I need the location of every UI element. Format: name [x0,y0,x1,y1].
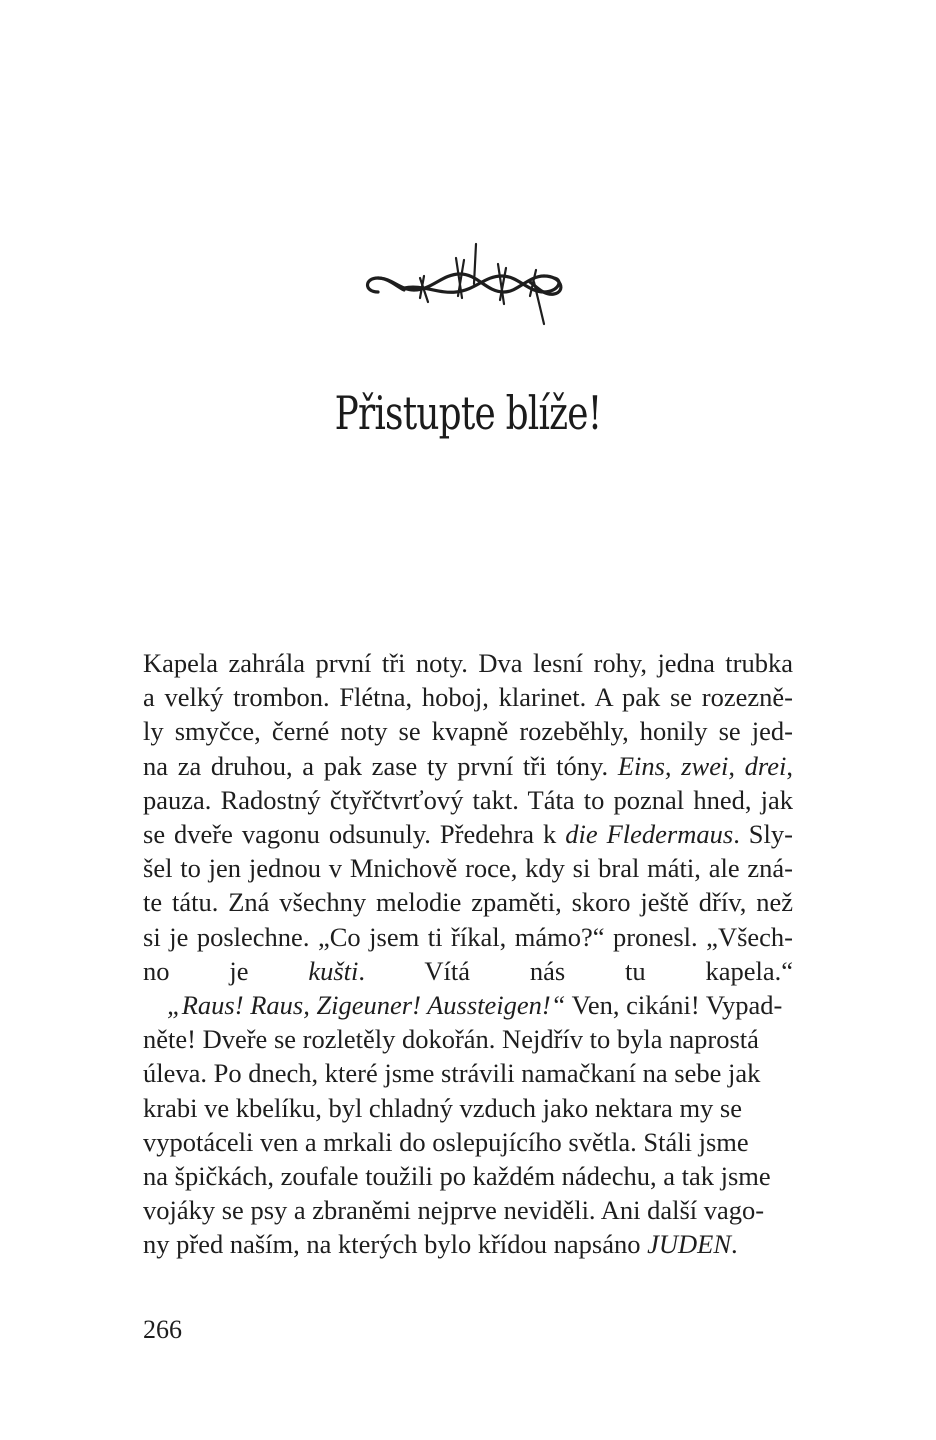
paragraph-2 [143,988,793,1262]
text-run: ny před naším, na kterých bylo křídou napsáno [143,1229,648,1260]
chapter-title: Přistupte blíže! [334,386,602,440]
text-run: ly smyčce, černé noty se kvapně rozeběhly, honily se jed- [143,716,793,747]
text-run: te tátu. Zná všechny melodie zpaměti, skoro ještě dřív, než [143,887,793,918]
text-run: . Vítá nás tu kapela.“ [358,955,793,986]
text-run: . Sly- [733,819,793,850]
barbed-wire-icon [358,240,578,328]
paragraph-1 [143,646,793,988]
body-text [143,646,793,1262]
page-number: 266 [143,1315,182,1344]
text-run: si je poslechne. „Co jsem ti říkal, mámo?“ pronesl. „Všech- [143,921,793,952]
text-run: Kapela zahrála první tři noty. Dva lesní rohy, jedna trubka [143,648,793,678]
text-run: no je [143,955,309,986]
text-run: JUDEN [647,1229,732,1260]
text-run: . [731,1229,738,1260]
text-run: krabi ve kbelíku, byl chladný vzduch jako nektara my se [143,1092,743,1123]
text-run: die Fledermaus [565,819,734,850]
text-run: šel to jen jednou v Mnichově roce, kdy si bral máti, ale zná- [143,853,793,884]
text-run: na špičkách, zoufale toužili po každém nádechu, a tak jsme [143,1161,771,1192]
text-run: na za druhou, a pak zase ty první tři tóny. [143,750,618,781]
text-run: a velký trombon. Flétna, hoboj, klarinet. A pak se rozezně- [143,682,793,713]
text-run: se dveře vagonu odsunuly. Předehra k [143,819,566,850]
text-run: pauza. Radostný čtyřčtvrťový takt. Táta to poznal hned, jak [143,784,793,815]
text-run: Ven, cikáni! Vypad- [565,990,783,1021]
text-run: kušti [308,955,359,986]
text-run: vojáky se psy a zbraněmi nejprve neviděli. Ani další vago- [143,1195,765,1226]
text-run: něte! Dveře se rozletěly dokořán. Nejdřív to byla naprostá [143,1024,759,1055]
text-run: vypotáceli ven a mrkali do oslepujícího světla. Stáli jsme [143,1126,749,1157]
text-run: Eins, zwei, drei [617,750,787,781]
text-run: , [786,750,793,781]
text-run: „Raus! Raus, Zigeuner! Aussteigen!“ [167,990,566,1021]
text-run: úleva. Po dnech, které jsme strávili namačkaní na sebe jak [143,1058,761,1089]
